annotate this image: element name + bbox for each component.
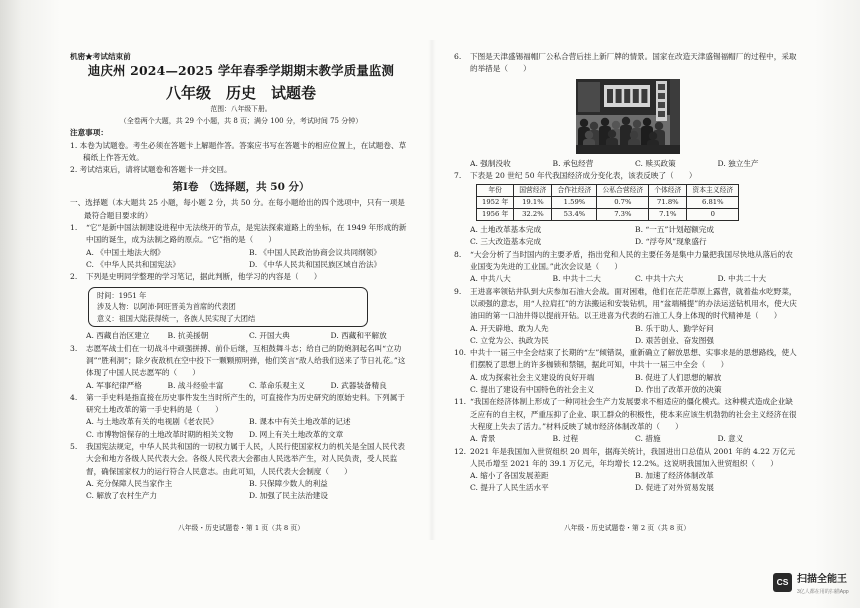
option-d: D. “浮夸风”现象盛行 — [635, 237, 707, 247]
notes-heading: 注意事项： — [70, 128, 108, 138]
option-b: B. 只保障少数人的利益 — [249, 478, 328, 488]
question-number: 2. — [70, 272, 78, 282]
option-a: A. 军事纪律严格 — [86, 380, 142, 390]
table-header-cell: 公私合营经济 — [597, 185, 649, 197]
table-header-cell: 合作社经济 — [552, 185, 597, 197]
question-number: 9. — [454, 286, 462, 296]
question-3 — [70, 343, 412, 392]
option-c: C. 解放了农村生产力 — [86, 491, 158, 501]
table-cell: 1956 年 — [477, 209, 514, 221]
exam-info: （全卷两个大题，共 29 个小题，共 8 页；满分 100 分，考试时间 75 分钟） — [119, 117, 363, 126]
table-cell: 1952 年 — [477, 197, 514, 209]
question-number: 8. — [454, 249, 462, 259]
option-d: D. 艰苦创业、奋发图强 — [635, 335, 714, 345]
option-a: A. 与土地改革有关的电视剧《老农民》 — [86, 417, 218, 427]
confidential-mark: 机密★考试结束前 — [70, 52, 131, 61]
option-b: B. 加速了经济体制改革 — [635, 471, 714, 481]
table-cell: 1.59% — [552, 197, 597, 209]
table-cell: 0 — [687, 209, 739, 221]
notes-item: 2. 考试结束后，请将试题卷和答题卡一并交回。 — [70, 165, 232, 175]
option-d: D. 意义 — [717, 434, 744, 444]
question-number: 5. — [70, 442, 78, 452]
part-heading: 第Ⅰ卷 （选择题，共 50 分） — [172, 181, 310, 194]
table-cell: 7.1% — [649, 209, 687, 221]
page-crease — [428, 40, 436, 540]
watermark-name: 扫描全能王 — [797, 574, 847, 585]
table-header-cell: 年份 — [477, 185, 514, 197]
option-d: D. 独立生产 — [717, 158, 759, 168]
option-b: B. 课本中有关土地改革的记述 — [249, 417, 351, 427]
option-c: C. 市博物馆保存的土地改革时期的相关文物 — [86, 429, 234, 439]
table-row — [477, 197, 739, 209]
table-cell: 71.8% — [649, 197, 687, 209]
study-note-line: 时间：1951 年 — [97, 290, 147, 300]
exam-page-2 — [454, 51, 800, 519]
question-10 — [454, 347, 800, 396]
answer-options — [70, 247, 412, 272]
option-d: D. 中共二十大 — [717, 274, 767, 284]
answer-options — [70, 416, 412, 441]
question-text — [454, 347, 800, 372]
option-a: A. 缩小了各国发展差距 — [470, 471, 549, 481]
table-row — [477, 209, 739, 221]
question-7 — [454, 170, 800, 249]
question-stem: “大会分析了当时国内的主要矛盾，指出党和人民的主要任务是集中力量把我国尽快地从落后的农业国变为先进的工业国。”此次会议是（ ） — [470, 249, 793, 272]
question-text — [454, 249, 800, 274]
option-b: B. 促进了人们思想的解放 — [635, 372, 722, 382]
option-b: B. 乐于助人、勤学好问 — [635, 323, 714, 333]
question-text — [454, 446, 800, 471]
option-a: A. 充分保障人民当家作主 — [86, 478, 173, 488]
answer-options — [454, 273, 800, 285]
option-c: C. 提出了建设有中国特色的社会主义 — [470, 385, 595, 395]
option-d: D. 作出了改革开放的决策 — [635, 385, 722, 395]
question-9 — [454, 286, 800, 347]
table-cell: 19.1% — [514, 197, 552, 209]
study-note-line: 意义：祖国大陆获得统一，各族人民实现了大团结 — [97, 313, 256, 323]
question-11 — [454, 396, 800, 445]
factory-sign-photo — [576, 79, 680, 154]
option-a: A. 强制没收 — [470, 158, 511, 168]
answer-options — [70, 330, 412, 342]
question-12 — [454, 446, 800, 495]
table-header-cell: 个体经济 — [649, 185, 687, 197]
option-a: A. 《中国土地法大纲》 — [86, 247, 165, 257]
option-c: C. 三大改造基本完成 — [470, 237, 542, 247]
option-d: D. 网上有关土地改革的文章 — [249, 429, 344, 439]
question-8 — [454, 249, 800, 286]
question-2 — [70, 271, 412, 342]
table-cell: 0.7% — [597, 197, 649, 209]
question-text — [454, 396, 800, 433]
table-header-row — [477, 185, 739, 197]
question-list-page-2 — [454, 51, 800, 495]
watermark-tagline: 3亿人都在用的扫描App — [797, 589, 849, 595]
question-stem: 下列是史明同学整理的学习笔记，据此判断，他学习的内容是（ ） — [86, 272, 322, 282]
option-a: A. 中共八大 — [470, 274, 511, 284]
question-number: 4. — [70, 392, 78, 402]
option-b: B. 战斗经验丰富 — [167, 380, 224, 390]
question-1 — [70, 222, 412, 271]
question-number: 1. — [70, 223, 78, 233]
question-stem: 我国宪法规定，中华人民共和国的一切权力属于人民，人民行使国家权力的机关是全国人民代表大会和地方各级人民代表大会。各级人民代表大会都由人民选举产生，对人民负责，受人民监督，确保国家权力的运行符合人民意志。由此可知，人民代表大会制度（ ） — [86, 442, 405, 476]
option-d: D. 加强了民主法治建设 — [249, 491, 328, 501]
exam-subtitle: 八年级 历史 试题卷 — [165, 84, 316, 103]
table-header-cell: 资本主义经济 — [687, 185, 739, 197]
question-stem: 王进喜率领钻井队到大庆参加石油大会战。面对困难，他们在茫茫草原上露营，就着盐水吃野菜，以顽强的意志，用“人拉肩扛”的方法搬运和安装钻机，用“盆端桶提”的办法运送钻机用水，使大庆油田的第一口油井得以提前开钻。以王进喜为代表的石油工人身上体现的时代精神是（ ） — [470, 286, 797, 321]
option-c: C. 措施 — [635, 434, 661, 444]
question-text — [70, 222, 412, 247]
exam-title: 迪庆州 2024—2025 学年春季学期期末教学质量监测 — [87, 63, 395, 79]
option-c: C. 开国大典 — [249, 331, 290, 341]
table-header-cell: 国营经济 — [514, 185, 552, 197]
question-number: 6. — [454, 52, 462, 61]
study-note-box — [88, 287, 368, 328]
option-b: B. “一五”计划超额完成 — [635, 225, 714, 235]
question-stem: “它”是新中国法制建设进程中无法绕开的节点，是宪法探索道路上的坐标，在 1949 年形成的新中国的诞生，成为法制之路的原点。“它”指的是（ ） — [86, 223, 407, 245]
question-list-page-1 — [70, 222, 412, 502]
question-number: 3. — [70, 343, 78, 353]
question-text — [70, 343, 412, 380]
answer-options — [454, 323, 800, 348]
option-c: C. 立党为公、执政为民 — [470, 335, 549, 345]
option-b: B. 中共十二大 — [552, 274, 601, 284]
question-text — [70, 441, 412, 478]
option-d: D. 西藏和平解放 — [330, 331, 387, 341]
question-stem: 下表是 20 世纪 50 年代我国经济成分变化表，该表反映了（ ） — [470, 170, 697, 180]
option-a: A. 西藏自治区建立 — [86, 331, 150, 341]
question-4 — [70, 392, 412, 441]
option-d: D. 武器装备精良 — [330, 380, 387, 390]
economy-table — [476, 184, 739, 221]
option-c: C. 革命乐观主义 — [249, 380, 305, 390]
question-stem: “我国在经济体制上形成了一种同社会生产力发展要求不相适应的僵化模式。这种模式造成企业缺乏应有的自主权，严重压抑了企业、职工群众的积极性，使本来应该生机勃勃的社会主义经济在很大程度上失去了活力。”材料反映了城市经济体制改革的（ ） — [470, 397, 797, 431]
exam-scope: 范围：八年级下册。 — [210, 105, 272, 114]
table-cell: 7.3% — [597, 209, 649, 221]
answer-options — [454, 158, 800, 170]
camscanner-logo-icon: CS — [773, 573, 792, 592]
table-cell: 53.4% — [552, 209, 597, 221]
study-note-line: 涉及人物：以阿沛·阿旺晋美为首席的代表团 — [97, 302, 236, 312]
question-6 — [454, 51, 800, 170]
option-d: D. 促进了对外贸易发展 — [635, 483, 714, 493]
question-stem: 2021 年是我国加入世贸组织 20 周年，据海关统计，我国进出口总值从 2001 年的 4.22 万亿元人民币增至 2021 年的 39.1 万亿元，年均增长 12.2%。这说明我国加入世贸组织（ ） — [470, 446, 796, 468]
option-d: D. 《中华人民共和国民族区域自治法》 — [249, 259, 382, 269]
question-number: 10. — [454, 348, 467, 358]
option-a: A. 背景 — [470, 434, 496, 444]
question-text — [454, 170, 800, 182]
option-c: C. 《中华人民共和国宪法》 — [86, 259, 180, 269]
question-stem: 志愿军战士们在一切战斗中顽强拼搏、前仆后继，互相鼓舞斗志；给自己的防炮洞起名叫“立功洞”“胜利洞”；除夕夜敌机在空中投下一颗颗照明弹，他们笑言“敌人给我们送来了节日礼花。”这体现了中国人民志愿军的（ ） — [86, 343, 406, 378]
answer-options — [454, 433, 800, 445]
table-cell: 32.2% — [514, 209, 552, 221]
option-b: B. 承包经营 — [552, 158, 594, 168]
notes-item: 1. 本卷为试题卷。考生必须在答题卡上解题作答。答案应书写在答题卡的相应位置上，在试题卷、草稿纸上作答无效。 — [70, 140, 407, 162]
question-stem: 下图是天津盛锡福帽厂公私合营后挂上新厂牌的情景。国家在改造天津盛锡福帽厂的过程中，采取的举措是（ ） — [470, 52, 797, 74]
question-text — [70, 392, 412, 417]
answer-options — [454, 470, 800, 495]
page-footer: 八年级・历史试题卷・第 1 页（共 8 页） — [177, 524, 305, 532]
question-text — [454, 51, 800, 76]
option-a: A. 土地改革基本完成 — [470, 225, 542, 235]
answer-options — [70, 478, 412, 503]
question-number: 12. — [454, 446, 467, 456]
question-figure — [576, 79, 680, 154]
answer-options — [70, 380, 412, 392]
question-text — [454, 286, 800, 323]
answer-options — [454, 224, 800, 249]
option-b: B. 《中国人民政治协商会议共同纲领》 — [249, 247, 381, 257]
answer-options — [454, 372, 800, 397]
option-c: C. 提升了人民生活水平 — [470, 483, 549, 493]
section-instructions: 一、选择题（本大题共 25 小题，每小题 2 分，共 50 分。在每小题给出的四个选项中，只有一项是最符合题目要求的） — [70, 198, 405, 220]
question-number: 11. — [454, 397, 467, 407]
question-text — [70, 271, 412, 283]
option-b: B. 抗美援朝 — [167, 331, 209, 341]
page-footer: 八年级・历史试题卷・第 2 页（共 8 页） — [563, 524, 691, 532]
table-cell: 6.81% — [687, 197, 739, 209]
exam-page-1 — [70, 51, 412, 519]
question-stem: 第一手史料是指直接在历史事件发生当时所产生的，可直接作为历史研究的原始史料。下列属于研究土地改革的第一手史料的是（ ） — [86, 392, 405, 415]
option-a: A. 成为探索社会主义建设的良好开端 — [470, 372, 595, 382]
question-5 — [70, 441, 412, 502]
option-a: A. 开天辟地、敢为人先 — [470, 323, 549, 333]
option-c: C. 赎买政策 — [635, 158, 676, 168]
option-b: B. 过程 — [552, 434, 579, 444]
question-number: 7. — [454, 170, 462, 180]
option-c: C. 中共十六大 — [635, 274, 684, 284]
question-stem: 中共十一届三中全会结束了长期的“左”倾错误，重新确立了解放思想、实事求是的思想路线，使人们摆脱了思想上的许多枷锁和禁锢，据此可知，中共十一届三中全会（ ） — [470, 348, 797, 370]
